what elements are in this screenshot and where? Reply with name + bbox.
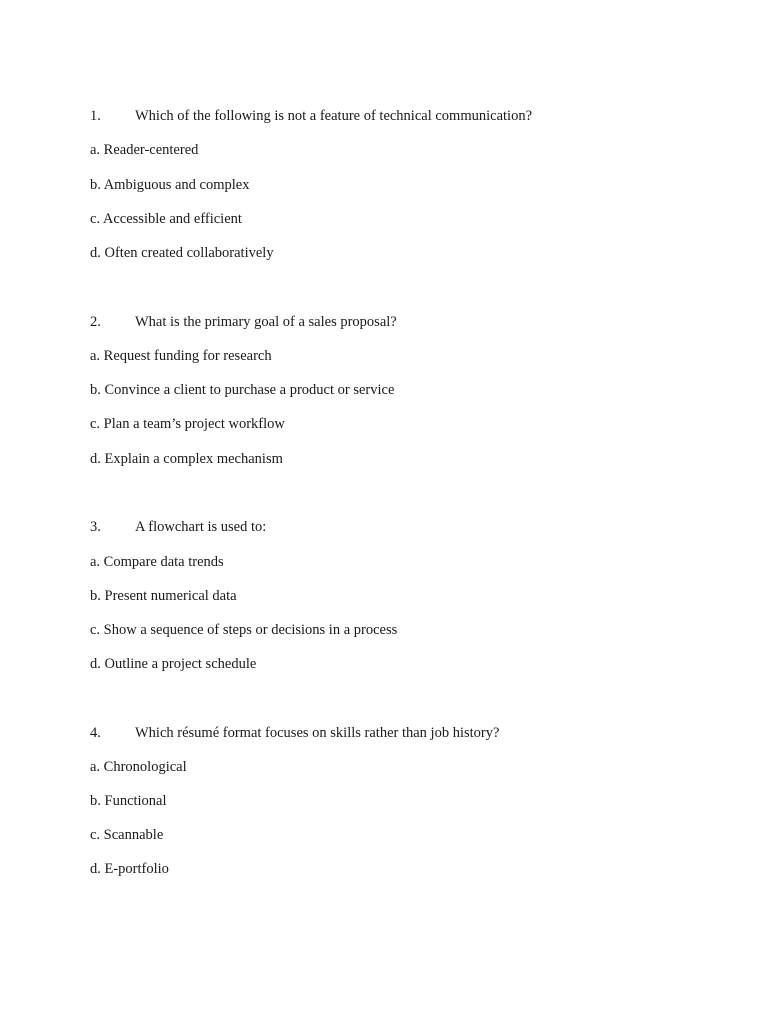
question-text: A flowchart is used to: bbox=[135, 519, 267, 535]
option-a: a. Compare data trends bbox=[90, 554, 224, 570]
option-d: d. Outline a project schedule bbox=[90, 656, 257, 672]
option-a: a. Request funding for research bbox=[90, 348, 272, 364]
question-text: What is the primary goal of a sales proposal? bbox=[135, 314, 397, 330]
option-d: d. Often created collaboratively bbox=[90, 245, 274, 261]
option-c: c. Show a sequence of steps or decisions in a process bbox=[90, 622, 398, 638]
option-c: c. Plan a team’s project workflow bbox=[90, 416, 285, 432]
option-b: b. Present numerical data bbox=[90, 588, 237, 604]
question-number: 2. bbox=[90, 314, 101, 330]
option-d: d. E-portfolio bbox=[90, 861, 169, 877]
option-b: b. Ambiguous and complex bbox=[90, 177, 250, 193]
option-c: c. Scannable bbox=[90, 827, 164, 843]
option-b: b. Functional bbox=[90, 793, 167, 809]
question-number: 3. bbox=[90, 519, 101, 535]
option-a: a. Chronological bbox=[90, 759, 187, 775]
question-text: Which of the following is not a feature of technical communication? bbox=[135, 108, 533, 124]
option-a: a. Reader-centered bbox=[90, 142, 199, 158]
option-d: d. Explain a complex mechanism bbox=[90, 451, 283, 467]
question-number: 4. bbox=[90, 725, 101, 741]
question-number: 1. bbox=[90, 108, 101, 124]
option-b: b. Convince a client to purchase a product or service bbox=[90, 382, 395, 398]
question-text: Which résumé format focuses on skills rather than job history? bbox=[135, 725, 500, 741]
option-c: c. Accessible and efficient bbox=[90, 211, 242, 227]
